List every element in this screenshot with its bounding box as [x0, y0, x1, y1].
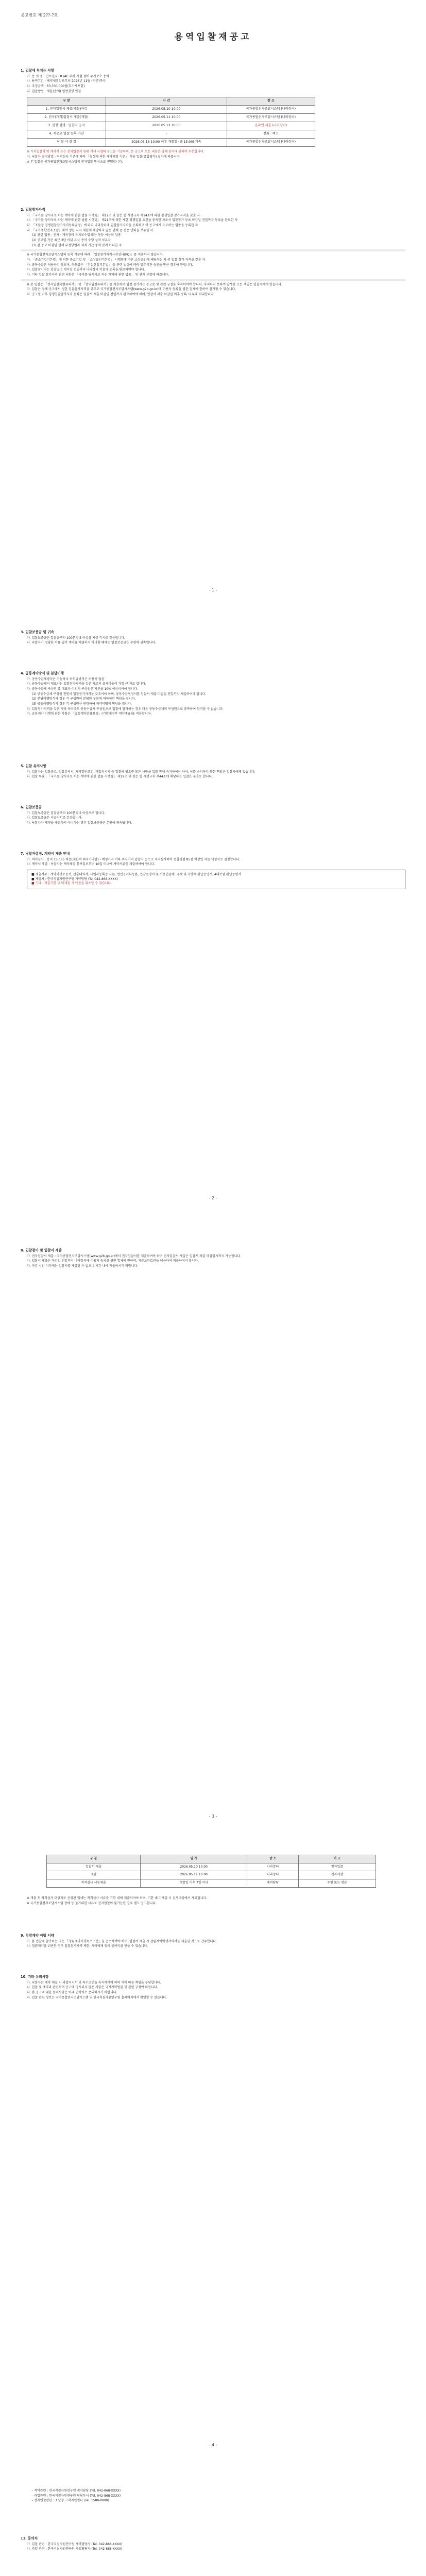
section-8-para: ※ 국가종합전자조달시스템 장애 등 불가피한 사유로 전자입찰이 불가능한 경우 별도 공고합니다. — [27, 1901, 157, 1905]
table-cell: 2026.05.12 10:00 — [106, 122, 227, 130]
table-cell: 나라장터 — [247, 1871, 298, 1879]
table-cell: 전자입찰 — [298, 1863, 376, 1871]
section-9-item: 가. 본 입찰에 참가하는 자는 「청렴계약이행특수조건」을 준수하여야 하며, 입찰서 제출 시 청렴계약이행서약서를 제출한 것으로 간주합니다. — [27, 1939, 217, 1943]
section-9-title: 9. 청렴계약 이행 서약 — [21, 1934, 54, 1938]
section-2-para: 자. 입찰은 당해 공고에서 정한 입찰참가자격을 갖추고 국가종합전자조달시스템(www.g2b.go.kr)에 이용자 등록을 필한 업체에 한하여 참가할 수 있습니다. — [27, 287, 236, 292]
table-cell: 우편 또는 방문 — [298, 1879, 376, 1888]
page-number: - 4 - — [209, 2443, 217, 2447]
section-4-sub: (2) 분담이행방식의 경우 각 구성원이 분담한 부분에 대하여만 책임을 집니다. — [32, 697, 136, 701]
section-1-item: 라. 입찰방법 : 제한(총액) 일반경쟁 입찰 — [27, 89, 81, 93]
table-cell: 전자개찰 — [298, 1871, 376, 1879]
section-2-para: ※ 본 입찰은 「전자입찰특별유의서」 및 「용역입찰유의서」를 적용하며 입찰 참가자는 공고문 및 관련 규정을 숙지하여야 합니다. 숙지하지 못하여 발생한 모든 책임은 입찰자에게 있습니다. — [27, 282, 283, 286]
contact-line: - 계약관련 : 한국지질자원연구원 계약담당 (Tel. 042-868-XXXX) — [32, 2489, 121, 2493]
section-1 — [21, 67, 405, 165]
section-10-item: 가. 낙찰자는 계약 체결 시 과업지시서 및 특수조건을 숙지하여야 하며 이에 따른 책임을 부담합니다. — [27, 1980, 161, 1985]
contact-line: - 전자입찰관련 : 조달청 고객지원센터 (Tel. 1588-0800) — [32, 2499, 109, 2503]
section-4-sub: (3) 공동이행방식의 경우 각 구성원은 연대하여 계약이행의 책임을 집니다. — [32, 702, 132, 706]
contact-line: - 과업관련 : 한국지질자원연구원 담당부서 (Tel. 042-868-XXXX) — [32, 2494, 121, 2498]
page-number: - 1 - — [209, 588, 217, 592]
section-4-title: 4. 공동계약방식 및 분담이행 — [21, 671, 64, 675]
table-cell: 계약담당 — [247, 1879, 298, 1888]
section-8-item: 가. 전자입찰서 제출 : 국가종합전자조달시스템(www.g2b.go.kr)에서 전자입찰서를 제출하여야 하며 전자입찰서 제출은 입찰서 제출 마감일시까지 가능합니다. — [27, 1254, 242, 1258]
section-1-item: 다. 추정금액 : 63,700,000원(부가세포함) — [27, 84, 85, 88]
grid-header: 구 분 — [47, 1855, 141, 1863]
section-2-extra: 아. 기타 입찰 참가자격 관련 사항은 「국가를 당사자로 하는 계약에 관한 법률」 및 관계 규정에 따릅니다. — [27, 273, 169, 277]
section-2-extra: 사. 입찰참가자는 입찰공고 게시일 전일까지 나라장터 이용자 등록을 완료하여야 합니다. — [27, 268, 145, 272]
table-row — [27, 114, 315, 122]
table-cell: 2026.05.13 10:00 이후 개찰일 (금 15:00) 계속 — [106, 139, 227, 147]
table-cell: 4. 재공고 입찰 등록 마감 — [27, 130, 106, 139]
section-2-para: 차. 공고일 이후 경쟁입찰참가자격 등록은 입찰서 제출 마감일 전일까지 완료하여야 하며, 입찰서 제출 마감일 이후 등록 시 무효 처리합니다. — [27, 293, 215, 297]
section-8-title: 8. 입찰참가 및 입찰서 제출 — [21, 1248, 62, 1252]
table-cell: 국가종합전자조달시스템 (나라장터) — [227, 106, 315, 114]
table-cell: 2. 전자(가격)입찰서 제출(개찰) — [27, 114, 106, 122]
section-8-item: 다. 마감 시간 이후에는 입찰서를 제출할 수 없으니 시간 내에 제출하시기 바랍니다. — [27, 1264, 139, 1268]
section-5-item: 나. 입찰 무효 : 「국가를 당사자로 하는 계약에 관한 법률 시행령」 제39조 및 같은 법 시행규칙 제44조에 해당하는 입찰은 무효로 합니다. — [27, 775, 213, 779]
section-1-note: 마. 낙찰자 결정방법 : 적격심사 기준에 따라 「협상에 의한 계약체결 기준」 적용 입찰(종합평가) 절차에 따릅니다. — [27, 155, 181, 159]
section-1-note: ※ 가격입찰서 및 계약서 등은 전자입찰서 원래 기재 시점의 공고를 기준하며, 본 공고의 모든 내용은 당해 용역에 관하여 우선합니다. — [27, 150, 205, 154]
section-11-item: 나. 과업 관련 : 한국지질자원연구원 과업담당자 (Tel. 042-868-XXXX) — [27, 2547, 123, 2551]
submission-schedule-table — [46, 1855, 376, 1888]
section-2-item: 다. 「조달청 경쟁입찰참가자격등록규정」에 따라 나라장터에 입찰참가자격을 등록하고 이 공고에서 요구하는 업종을 등록한 자 — [27, 223, 198, 227]
section-1-item: 나. 용역기간 : 계약체결일로부터 2026년 11월 (기준)까지 — [27, 79, 106, 83]
table-cell: 나라장터 — [247, 1863, 298, 1871]
table-cell: 국가종합전자조달시스템 (나라장터) — [227, 139, 315, 147]
section-3-item: 가. 입찰보증금은 입찰금액의 100분의 5 이상을 지급 각서로 갈음합니다. — [27, 636, 125, 640]
section-1-note: ※ 본 입찰은 국가종합전자조달시스템의 전자입찰 방식으로 진행합니다. — [27, 160, 123, 164]
table-cell: - — [106, 130, 227, 139]
section-3 — [21, 629, 405, 646]
document-title: 용역입찰재공고 — [174, 32, 252, 42]
section-11-item: 가. 입찰 관련 : 한국지질자원연구원 계약담당자 (Tel. 042-868-XXXX) — [27, 2542, 123, 2546]
grid-header: 장 소 — [247, 1855, 298, 1863]
section-4-item: 나. 공동수급체의 대표자는 입찰참가자격을 갖춘 자로서 출자비율이 가장 큰 자로 합니다. — [27, 682, 146, 686]
table-cell: 1. 전자입찰서 제출(개찰)마감 — [27, 106, 106, 114]
section-2-sub: (3) 본 공고 마감일 현재 부정당업자 제재 기간 중에 있지 아니한 자 — [32, 243, 122, 247]
section-3-title: 3. 입찰보증금 및 귀속 — [21, 630, 54, 634]
section-2-extra: ※ 국가종합전자조달시스템의 등록 기준에 따라 「입찰참가자격사전심사(PQ)」를 적용하지 않습니다. — [27, 253, 164, 257]
grid-header: 일 시 — [141, 1855, 247, 1863]
table-row — [27, 106, 315, 114]
section-7 — [21, 850, 405, 889]
schedule-table — [27, 97, 315, 147]
section-9-item: 나. 청렴계약을 위반한 경우 입찰참가자격 제한, 계약해제 등의 불이익을 받을 수 있습니다. — [27, 1944, 148, 1948]
section-2-title: 2. 입찰참가자격 — [21, 208, 45, 212]
section-7-item: 가. 적격심사 : 용역 15 / 65 적용(제한적 최저가낙찰) - 예정가격 이하 최저가격 입찰자 순으로 적격심사하여 종합평점 85점 이상인 자를 낙찰자로 결정합니다. — [27, 857, 240, 861]
table-row — [27, 130, 315, 139]
table-row — [27, 139, 315, 147]
section-11 — [21, 2535, 405, 2552]
table-cell: 3. 현장 설명 · 입찰자 공지 — [27, 122, 106, 130]
section-8-notes — [21, 1896, 405, 1906]
section-8-item: 나. 입찰서 제출은 마감일 전일까지 나라장터에 이용자 등록을 필한 업체에 한하며, 지문보안토큰을 이용하여 제출하여야 합니다. — [27, 1259, 199, 1263]
section-10-item: 나. 입찰 및 계약과 관련하여 공고에 명시되지 않은 사항은 국가계약법령 및 관련 규정에 따릅니다. — [27, 1986, 158, 1990]
schedule-header: 장 소 — [227, 97, 315, 106]
table-cell: 전화 · 팩스 — [227, 130, 315, 139]
section-4-item: 가. 공동수급체방식은 가능하나 하도급방식은 허용치 않음 — [27, 677, 105, 681]
section-7-title: 7. 낙찰자결정, 계약서 제출 안내 — [21, 852, 70, 856]
section-2-sub: (1) 관련 업종 : 전자 · 계측장비 유지보수업 또는 동등 이상의 업종 — [32, 233, 121, 238]
section-3-item: 나. 낙찰자가 정당한 이유 없이 계약을 체결하지 아니할 때에는 입찰보증금은 본원에 귀속됩니다. — [27, 641, 156, 645]
table-cell: 2026.05.10 10:00 — [106, 106, 227, 114]
section-2-extra: 바. 공동수급은 허용하지 않으며, 하도급은 「건설산업기본법」 등 관련 법령에 따라 발주기관 승인을 받은 경우에 한합니다. — [27, 263, 193, 267]
section-4-sub: (1) 공동수급체 구성원 전원이 입찰참가자격을 갖추어야 하며, 공동수급협정서를 입찰서 제출 마감일 전일까지 제출하여야 합니다. — [32, 692, 207, 696]
divider — [21, 249, 405, 251]
section-1-title: 1. 입찰에 부치는 사항 — [21, 69, 54, 73]
page-number: - 2 - — [209, 1196, 217, 1200]
section-8 — [21, 1247, 405, 1269]
divider — [21, 279, 405, 281]
notice-number: 공고번호 제 2??-?호 — [21, 13, 58, 18]
section-5-item: 가. 입찰자는 입찰공고, 입찰유의서, 계약일반조건, 과업지시서 등 입찰에 필요한 모든 사항을 입찰 전에 숙지하여야 하며, 이를 숙지하지 못한 책임은 입찰자에게 있습니다. — [27, 770, 255, 774]
section-6-title: 6. 입찰보증금 — [21, 805, 42, 809]
table-row — [27, 122, 315, 130]
section-4-item: 다. 공동수급체 구성원 중 대표자 이외의 구성원은 지분율 10% 이상이어야 합니다. — [27, 687, 138, 691]
page-number: - 3 - — [209, 1814, 217, 1819]
table-row — [47, 1871, 376, 1879]
table-cell: 입찰서 제출 — [47, 1863, 141, 1871]
section-6-item: 가. 입찰보증금은 입찰금액의 100분의 5 이상으로 합니다. — [27, 811, 106, 815]
section-4-para: 마. 공동계약 이행에 관한 사항은 「공동계약운용요령」(기획재정부 계약예규)을 적용합니다. — [27, 712, 152, 716]
section-2-sub: (2) 공고일 기준 최근 3년 이내 유사 용역 수행 실적 보유자 — [32, 238, 111, 242]
section-7-item: 나. 계약서 제출 : 낙찰자는 계약체결 통보일로부터 10일 이내에 계약서류를 제출하여야 합니다. — [27, 862, 155, 867]
section-2-item: 나. 「국가를 당사자로 하는 계약에 관한 법률 시행령」 제21조에 의한 제한 경쟁입찰 요건을 충족한 자로서 입찰참가 등록 마감일 전일까지 등록을 완료한 자 — [27, 218, 238, 223]
contacts — [21, 2488, 405, 2504]
section-9 — [21, 1932, 405, 1950]
submission-box — [27, 870, 405, 889]
table-cell: 온라인 제출 (나라장터) — [227, 122, 315, 130]
table-cell: 개찰 — [47, 1871, 141, 1879]
section-1-item: 가. 용 역 명 : 연료전지 DC/AC 부하 시험 장비 유지보수 용역 — [27, 74, 109, 78]
table-cell: 2026.05.11 10:00 — [141, 1871, 247, 1879]
table-row — [47, 1879, 376, 1888]
table-cell: 낙 찰 자 결 정 — [27, 139, 106, 147]
section-2 — [21, 206, 405, 298]
section-10-item: 다. 본 공고에 대한 문의사항은 아래 연락처로 문의하시기 바랍니다. — [27, 1990, 117, 1994]
section-6-item: 다. 낙찰자가 계약을 체결하지 아니하는 경우 입찰보증금은 본원에 귀속됩니다. — [27, 821, 132, 825]
section-10 — [21, 1973, 405, 2001]
section-6 — [21, 804, 405, 826]
box-line: ■ 제출서류 : 계약이행보증서, 산출내역서, 사업자등록증 사본, 법인등기부등본, 인감증명서 및 사용인감계, 국세 및 지방세 완납증명서, 4대보험 완납증명서 — [31, 872, 242, 876]
section-8-para: ※ 개찰 후 적격심사 대상자로 선정된 업체는 적격심사 서류를 기한 내에 제출하여야 하며, 기한 내 미제출 시 심사대상에서 제외합니다. — [27, 1896, 208, 1900]
box-line: ■ 제출처 : 한국지질자원연구원 계약담당 (Tel 042-868-XXXX) — [31, 877, 118, 881]
section-4-para: 라. 입찰참가자격을 갖춘 자라 하더라도 공동수급체 구성원으로 입찰에 참가하는 경우 다른 공동수급체의 구성원으로 중복하여 참가할 수 없습니다. — [27, 707, 224, 711]
section-2-item: 라. 「국가종합전자조달」에서 정한 지역 제한에 해당하지 않는 업체 중 전문 인력을 보유한 자 — [27, 228, 154, 232]
table-cell: 2026.05.11 10:00 — [106, 114, 227, 122]
sheet-page-4 — [21, 1834, 405, 2447]
section-11-title: 11. 문의처 — [21, 2536, 38, 2540]
section-4 — [21, 670, 405, 717]
section-5 — [21, 762, 405, 780]
section-5-title: 5. 입찰 유의사항 — [21, 764, 46, 768]
section-10-item: 라. 입찰 관련 정보는 국가종합전자조달시스템 및 한국지질자원연구원 홈페이지에서 확인할 수 있습니다. — [27, 1995, 167, 1999]
box-line: ■ 기타 : 제출기한 내 미제출 시 낙찰을 취소할 수 있습니다. — [31, 882, 112, 886]
section-6-item: 나. 입찰보증금은 지급각서로 갈음합니다. — [27, 816, 83, 820]
schedule-header: 시 간 — [106, 97, 227, 106]
table-cell: 2026.05.10 10:00 — [141, 1863, 247, 1871]
schedule-header: 구 분 — [27, 97, 106, 106]
table-cell: 국가종합전자조달시스템 (나라장터) — [227, 114, 315, 122]
table-cell: 적격심사 서류제출 — [47, 1879, 141, 1888]
section-2-extra: 마. 「중소기업기본법」에 의한 중소기업 및 「소상공인기본법」 시행령에 따른 소상공인에 해당하는 자 중 입찰 참가 자격을 갖춘 자 — [27, 258, 206, 262]
table-row — [47, 1863, 376, 1871]
section-10-title: 10. 기타 유의사항 — [21, 1975, 49, 1979]
grid-header: 비 고 — [298, 1855, 376, 1863]
table-cell: 개찰일 이후 7일 이내 — [141, 1879, 247, 1888]
section-2-item: 가. 「국가를 당사자로 하는 계약에 관한 법률 시행령」 제12조 및 같은 법 시행규칙 제14조에 의한 경쟁입찰 참가자격을 갖춘 자 — [27, 213, 200, 217]
